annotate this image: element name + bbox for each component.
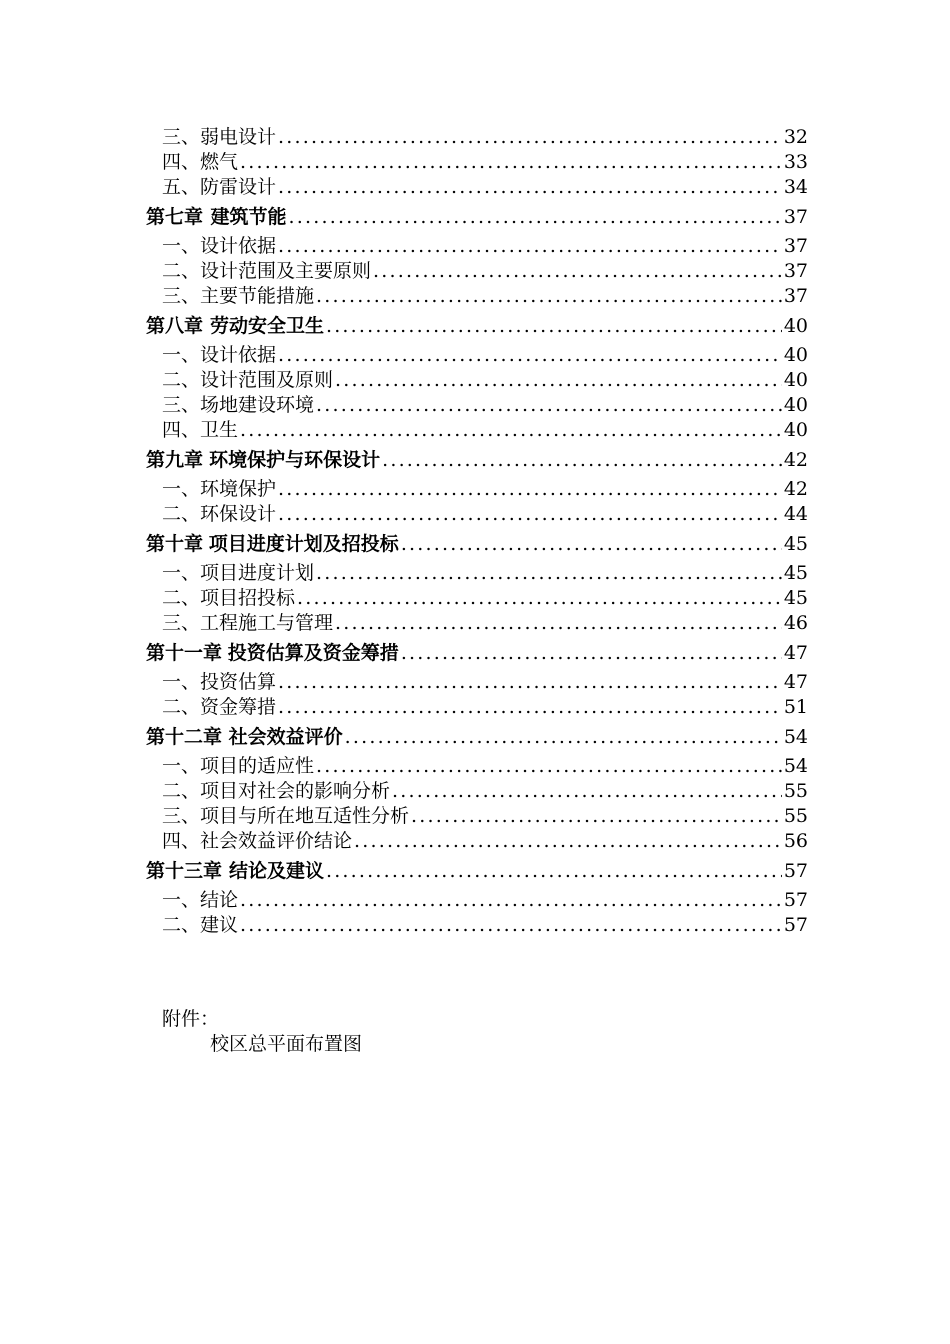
toc-page-number: 54 — [783, 726, 808, 748]
toc-chapter-entry[interactable] — [146, 205, 808, 230]
chapter-number: 第十三章 — [146, 860, 223, 882]
toc-entry-label: 一、设计依据 — [162, 344, 277, 366]
toc-page-number: 40 — [783, 394, 808, 416]
chapter-title: 结论及建议 — [228, 860, 324, 882]
toc-entry[interactable] — [146, 368, 808, 393]
toc-entry-label: 二、环保设计 — [162, 503, 277, 525]
toc-entry[interactable] — [146, 125, 808, 150]
chapter-title: 劳动安全卫生 — [209, 315, 324, 337]
chapter-number: 第七章 — [146, 206, 204, 228]
dot-leader — [297, 586, 782, 611]
toc-entry[interactable] — [146, 393, 808, 418]
toc-chapter-entry[interactable] — [146, 725, 808, 750]
toc-entry-label: 二、设计范围及主要原则 — [162, 260, 372, 282]
chapter-number: 第十二章 — [146, 726, 223, 748]
toc-entry-label: 三、场地建设环境 — [162, 394, 315, 416]
toc-entry[interactable] — [146, 754, 808, 779]
dot-leader — [335, 611, 782, 636]
toc-entry-label: 二、设计范围及原则 — [162, 369, 334, 391]
toc-entry[interactable] — [146, 284, 808, 309]
table-of-contents — [146, 125, 808, 938]
dot-leader — [411, 804, 782, 829]
dot-leader — [278, 343, 782, 368]
toc-entry[interactable] — [146, 695, 808, 720]
toc-entry-label: 一、设计依据 — [162, 235, 277, 257]
toc-page-number: 37 — [783, 285, 808, 307]
toc-entry-label: 二、项目对社会的影响分析 — [162, 780, 391, 802]
dot-leader — [278, 695, 782, 720]
chapter-number: 第九章 — [146, 449, 204, 471]
toc-chapter-entry[interactable] — [146, 314, 808, 339]
toc-page-number: 45 — [783, 587, 808, 609]
appendix-item: 校区总平面布置图 — [210, 1033, 363, 1055]
toc-entry[interactable] — [146, 477, 808, 502]
toc-entry[interactable] — [146, 804, 808, 829]
toc-entry-label: 三、弱电设计 — [162, 126, 277, 148]
dot-leader — [316, 754, 782, 779]
dot-leader — [240, 150, 782, 175]
toc-page-number: 40 — [783, 344, 808, 366]
toc-entry[interactable] — [146, 175, 808, 200]
toc-entry-label: 四、燃气 — [162, 151, 239, 173]
toc-page-number: 54 — [783, 755, 808, 777]
dot-leader — [392, 779, 782, 804]
toc-entry-label: 二、资金筹措 — [162, 696, 277, 718]
toc-entry-label: 一、投资估算 — [162, 671, 277, 693]
toc-page-number: 56 — [783, 830, 808, 852]
dot-leader — [316, 393, 782, 418]
dot-leader — [278, 175, 782, 200]
chapter-number: 第十章 — [146, 533, 204, 555]
toc-page-number: 37 — [783, 206, 808, 228]
toc-entry[interactable] — [146, 418, 808, 443]
dot-leader — [240, 913, 782, 938]
toc-entry[interactable] — [146, 779, 808, 804]
toc-page-number: 55 — [783, 805, 808, 827]
toc-entry-label: 四、卫生 — [162, 419, 239, 441]
chapter-title: 建筑节能 — [210, 206, 287, 228]
toc-page-number: 37 — [783, 260, 808, 282]
toc-page-number: 40 — [783, 369, 808, 391]
toc-entry[interactable] — [146, 259, 808, 284]
dot-leader — [278, 477, 782, 502]
toc-entry-label: 二、项目招投标 — [162, 587, 296, 609]
toc-entry[interactable] — [146, 234, 808, 259]
toc-entry[interactable] — [146, 561, 808, 586]
chapter-title: 环境保护与环保设计 — [209, 449, 381, 471]
dot-leader — [278, 125, 782, 150]
toc-page-number: 40 — [783, 315, 808, 337]
toc-page-number: 42 — [783, 478, 808, 500]
toc-entry[interactable] — [146, 502, 808, 527]
dot-leader — [240, 418, 782, 443]
dot-leader — [354, 829, 782, 854]
dot-leader — [240, 888, 782, 913]
appendix-label: 附件： — [162, 1008, 220, 1030]
toc-page-number: 45 — [783, 533, 808, 555]
toc-page-number: 42 — [783, 449, 808, 471]
toc-page-number: 37 — [783, 235, 808, 257]
dot-leader — [289, 205, 782, 230]
toc-page-number: 51 — [783, 696, 808, 718]
dot-leader — [373, 259, 782, 284]
chapter-title: 投资估算及资金筹措 — [227, 642, 399, 664]
chapter-title: 项目进度计划及招投标 — [208, 533, 399, 555]
toc-page-number: 47 — [783, 642, 808, 664]
toc-page-number: 40 — [783, 419, 808, 441]
toc-entry-label: 二、建议 — [162, 914, 239, 936]
toc-chapter-entry[interactable] — [146, 641, 808, 666]
toc-entry[interactable] — [146, 150, 808, 175]
toc-page-number: 45 — [783, 562, 808, 584]
dot-leader — [382, 448, 782, 473]
toc-page-number: 46 — [783, 612, 808, 634]
toc-chapter-entry[interactable] — [146, 448, 808, 473]
toc-page-number: 57 — [783, 914, 808, 936]
dot-leader — [278, 234, 782, 259]
toc-entry[interactable] — [146, 888, 808, 913]
dot-leader — [278, 670, 782, 695]
toc-entry-label: 一、项目的适应性 — [162, 755, 315, 777]
toc-entry-label: 一、项目进度计划 — [162, 562, 315, 584]
dot-leader — [316, 561, 782, 586]
chapter-title: 社会效益评价 — [228, 726, 343, 748]
toc-entry[interactable] — [146, 829, 808, 854]
toc-entry-label: 三、工程施工与管理 — [162, 612, 334, 634]
toc-entry-label: 三、主要节能措施 — [162, 285, 315, 307]
chapter-number: 第十一章 — [146, 642, 223, 664]
dot-leader — [335, 368, 782, 393]
toc-page-number: 47 — [783, 671, 808, 693]
toc-entry[interactable] — [146, 670, 808, 695]
dot-leader — [326, 859, 782, 884]
toc-entry-label: 四、社会效益评价结论 — [162, 830, 353, 852]
toc-page-number: 34 — [783, 176, 808, 198]
toc-page-number: 44 — [783, 503, 808, 525]
dot-leader — [401, 532, 782, 557]
toc-entry-label: 一、结论 — [162, 889, 239, 911]
toc-entry[interactable] — [146, 913, 808, 938]
toc-chapter-entry[interactable] — [146, 532, 808, 557]
chapter-number: 第八章 — [146, 315, 204, 337]
toc-page-number: 57 — [783, 889, 808, 911]
dot-leader — [345, 725, 782, 750]
dot-leader — [326, 314, 782, 339]
toc-entry-label: 一、环境保护 — [162, 478, 277, 500]
toc-entry[interactable] — [146, 586, 808, 611]
dot-leader — [401, 641, 782, 666]
toc-chapter-entry[interactable] — [146, 859, 808, 884]
dot-leader — [278, 502, 782, 527]
toc-entry-label: 五、防雷设计 — [162, 176, 277, 198]
toc-entry[interactable] — [146, 611, 808, 636]
dot-leader — [316, 284, 782, 309]
toc-page-number: 33 — [783, 151, 808, 173]
toc-page-number: 57 — [783, 860, 808, 882]
toc-entry[interactable] — [146, 343, 808, 368]
toc-entry-label: 三、项目与所在地互适性分析 — [162, 805, 410, 827]
toc-page-number: 32 — [783, 126, 808, 148]
toc-page-number: 55 — [783, 780, 808, 802]
